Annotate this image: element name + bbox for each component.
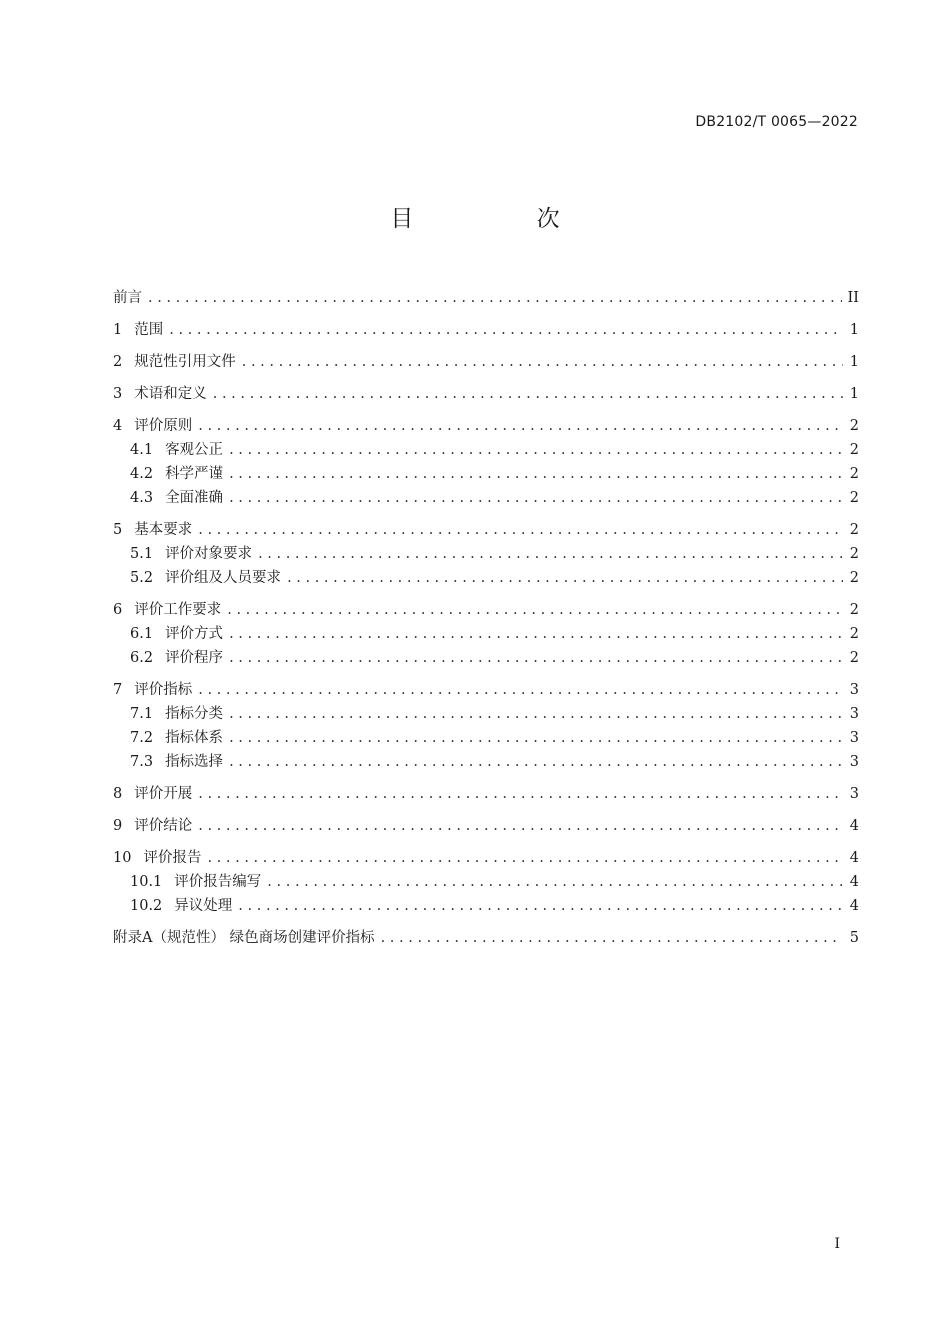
dot-leader: [229, 650, 843, 666]
toc-entry-number: 4.1: [130, 442, 154, 458]
toc-entry-page: II: [847, 290, 859, 306]
dot-leader: [213, 386, 843, 402]
toc-entry-number: 10: [113, 850, 132, 866]
toc-entry-number: 5.1: [130, 546, 154, 562]
toc-entry[interactable]: [113, 750, 859, 774]
toc-entry-label: 规范性引用文件: [134, 354, 236, 370]
toc-entry-page: 2: [849, 522, 859, 538]
toc-entry[interactable]: [113, 926, 859, 950]
toc-entry-label: 评价结论: [134, 818, 193, 834]
toc-entry-number: 8: [113, 786, 123, 802]
toc-entry-number: 3: [113, 386, 123, 402]
toc-entry-page: 4: [849, 898, 859, 914]
toc-entry[interactable]: [113, 486, 859, 510]
toc-entry[interactable]: [113, 646, 859, 670]
toc-entry-number: 4: [113, 418, 123, 434]
dot-leader: [198, 786, 843, 802]
toc-entry-page: 2: [849, 490, 859, 506]
dot-leader: [148, 290, 842, 306]
toc-entry-page: 2: [849, 570, 859, 586]
toc-entry-page: 2: [849, 466, 859, 482]
table-of-contents: [113, 286, 859, 950]
dot-leader: [229, 706, 843, 722]
toc-entry-page: 2: [849, 602, 859, 618]
toc-entry-label: 评价对象要求: [165, 546, 253, 562]
toc-entry[interactable]: [113, 702, 859, 726]
toc-entry-number: 7.1: [130, 706, 154, 722]
dot-leader: [198, 522, 843, 538]
toc-entry[interactable]: [113, 782, 859, 806]
toc-entry-label: 指标体系: [165, 730, 224, 746]
toc-entry-number: 6: [113, 602, 123, 618]
toc-entry-page: 1: [849, 322, 859, 338]
toc-entry-page: 2: [849, 546, 859, 562]
toc-entry[interactable]: [113, 814, 859, 838]
toc-entry-number: 2: [113, 354, 123, 370]
toc-entry-number: 5: [113, 522, 123, 538]
toc-entry-number: 6.2: [130, 650, 154, 666]
toc-entry-label: 科学严谨: [165, 466, 224, 482]
toc-entry-page: 4: [849, 874, 859, 890]
toc-entry-label: 异议处理: [174, 898, 233, 914]
toc-entry[interactable]: [113, 846, 859, 870]
toc-entry-page: 5: [849, 930, 859, 946]
toc-entry-page: 1: [849, 354, 859, 370]
dot-leader: [381, 930, 843, 946]
toc-entry-label: 前言: [113, 290, 142, 306]
dot-leader: [229, 442, 843, 458]
toc-entry[interactable]: [113, 414, 859, 438]
toc-entry-label: 评价原则: [134, 418, 193, 434]
toc-entry-label: 附录A（规范性） 绿色商场创建评价指标: [113, 930, 375, 946]
dot-leader: [238, 898, 843, 914]
toc-entry-number: 7: [113, 682, 123, 698]
toc-entry-page: 3: [849, 754, 859, 770]
toc-entry[interactable]: [113, 726, 859, 750]
toc-entry-label: 评价报告: [143, 850, 202, 866]
page-number: I: [834, 1236, 840, 1252]
toc-entry-page: 2: [849, 418, 859, 434]
toc-entry-label: 评价组及人员要求: [165, 570, 282, 586]
toc-entry-number: 10.1: [130, 874, 163, 890]
toc-entry-number: 4.3: [130, 490, 154, 506]
dot-leader: [258, 546, 843, 562]
toc-entry-label: 全面准确: [165, 490, 224, 506]
toc-entry-page: 3: [849, 786, 859, 802]
dot-leader: [169, 322, 843, 338]
dot-leader: [227, 602, 843, 618]
toc-entry-page: 2: [849, 442, 859, 458]
toc-entry-number: 1: [113, 322, 123, 338]
toc-entry[interactable]: [113, 542, 859, 566]
dot-leader: [207, 850, 843, 866]
toc-entry-page: 3: [849, 682, 859, 698]
toc-entry-label: 指标选择: [165, 754, 224, 770]
dot-leader: [242, 354, 843, 370]
dot-leader: [287, 570, 843, 586]
toc-entry[interactable]: [113, 518, 859, 542]
toc-entry[interactable]: [113, 318, 859, 342]
dot-leader: [229, 626, 843, 642]
toc-entry-label: 术语和定义: [134, 386, 207, 402]
toc-entry-page: 2: [849, 626, 859, 642]
toc-entry-number: 10.2: [130, 898, 163, 914]
dot-leader: [229, 730, 843, 746]
toc-entry-label: 评价方式: [165, 626, 224, 642]
toc-entry-page: 4: [849, 818, 859, 834]
dot-leader: [198, 818, 843, 834]
toc-entry-number: 4.2: [130, 466, 154, 482]
toc-entry[interactable]: [113, 286, 859, 310]
document-code: DB2102/T 0065—2022: [695, 114, 858, 130]
dot-leader: [267, 874, 843, 890]
toc-entry[interactable]: [113, 678, 859, 702]
toc-entry[interactable]: [113, 462, 859, 486]
toc-entry-number: 7.2: [130, 730, 154, 746]
toc-entry[interactable]: [113, 438, 859, 462]
toc-entry-number: 7.3: [130, 754, 154, 770]
toc-entry-label: 基本要求: [134, 522, 193, 538]
toc-entry[interactable]: [113, 894, 859, 918]
toc-entry[interactable]: [113, 382, 859, 406]
toc-entry-label: 客观公正: [165, 442, 224, 458]
toc-entry[interactable]: [113, 622, 859, 646]
toc-entry-page: 4: [849, 850, 859, 866]
toc-entry-page: 2: [849, 650, 859, 666]
toc-entry-label: 范围: [134, 322, 164, 338]
dot-leader: [229, 490, 843, 506]
toc-entry-page: 1: [849, 386, 859, 402]
dot-leader: [229, 466, 843, 482]
dot-leader: [229, 754, 843, 770]
toc-entry-label: 评价程序: [165, 650, 224, 666]
toc-entry[interactable]: [113, 350, 859, 374]
dot-leader: [198, 418, 843, 434]
dot-leader: [198, 682, 843, 698]
toc-entry-number: 6.1: [130, 626, 154, 642]
toc-entry[interactable]: [113, 870, 859, 894]
toc-entry-page: 3: [849, 706, 859, 722]
toc-entry[interactable]: [113, 566, 859, 590]
toc-entry-page: 3: [849, 730, 859, 746]
toc-entry-label: 指标分类: [165, 706, 224, 722]
toc-entry-number: 9: [113, 818, 123, 834]
toc-entry-label: 评价指标: [134, 682, 193, 698]
toc-entry[interactable]: [113, 598, 859, 622]
toc-entry-label: 评价工作要求: [134, 602, 222, 618]
page-title: 目 次: [390, 206, 618, 232]
toc-entry-label: 评价开展: [134, 786, 193, 802]
toc-entry-number: 5.2: [130, 570, 154, 586]
toc-entry-label: 评价报告编写: [174, 874, 262, 890]
